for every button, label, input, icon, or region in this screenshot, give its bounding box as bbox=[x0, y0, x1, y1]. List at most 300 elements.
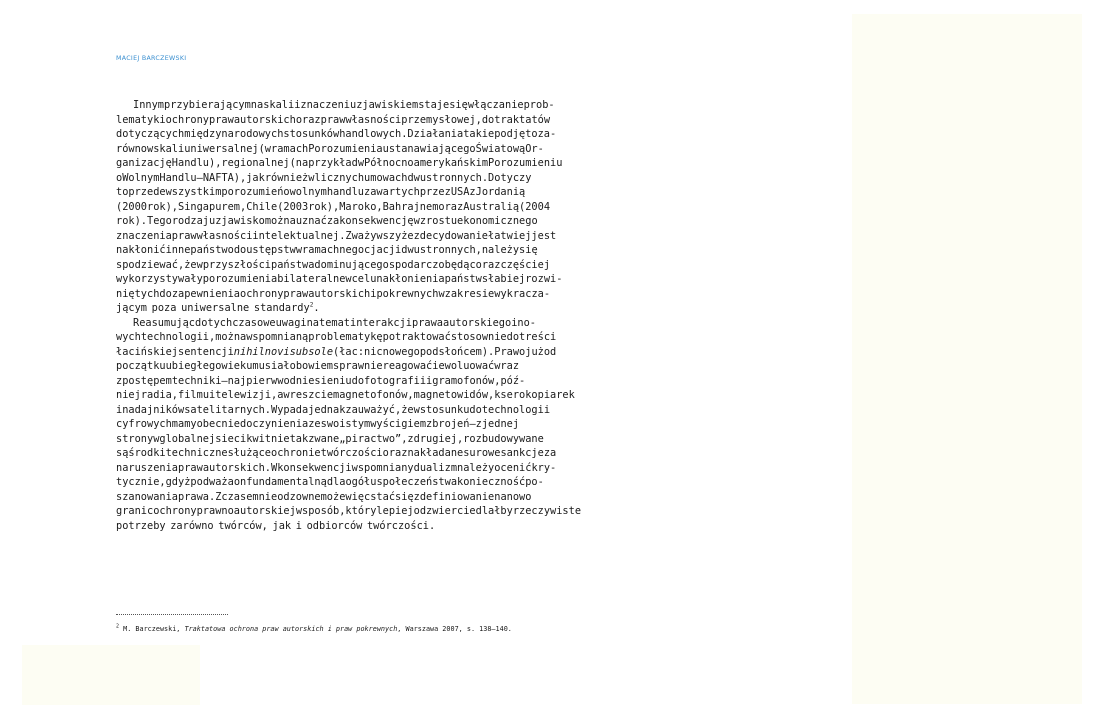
word: fotografii bbox=[364, 374, 427, 387]
word: on bbox=[233, 476, 247, 488]
word: znaczenia bbox=[116, 229, 172, 242]
word: czynienia bbox=[252, 418, 309, 430]
word: od bbox=[543, 345, 557, 358]
word: na bbox=[250, 99, 264, 111]
word: Or- bbox=[525, 142, 544, 155]
word: Innym bbox=[133, 99, 164, 111]
text-line bbox=[116, 446, 557, 461]
text-line bbox=[116, 258, 551, 273]
word: Maroko, bbox=[339, 200, 383, 213]
word: filmu bbox=[178, 389, 210, 401]
word: Tego bbox=[147, 215, 172, 227]
word: – bbox=[196, 171, 203, 184]
word: sposób, bbox=[302, 505, 346, 517]
word: dotyczących bbox=[116, 128, 185, 140]
text-line bbox=[116, 200, 551, 215]
word: łatwiej bbox=[488, 229, 532, 242]
word: zakresie bbox=[444, 287, 495, 300]
word: techniki bbox=[171, 374, 222, 387]
word: Handlu), bbox=[171, 157, 222, 169]
word: więc bbox=[345, 490, 371, 503]
word: z bbox=[469, 186, 476, 198]
word: międzynarodowych bbox=[184, 128, 284, 140]
word: kwitnie bbox=[246, 432, 290, 445]
word: jak bbox=[272, 519, 292, 532]
word: autorskich bbox=[308, 287, 371, 300]
word: temat bbox=[319, 316, 350, 329]
word: – bbox=[221, 374, 228, 387]
word: twórczości bbox=[320, 447, 383, 459]
word: póź- bbox=[500, 374, 526, 387]
word: interakcji bbox=[350, 316, 412, 329]
word: w bbox=[413, 403, 420, 416]
word: oraz bbox=[438, 200, 464, 213]
word: Jordanią bbox=[475, 186, 526, 198]
text-line bbox=[116, 345, 557, 360]
word: nieodzowne bbox=[258, 490, 321, 503]
word: staje bbox=[418, 99, 450, 111]
word: służące bbox=[227, 447, 272, 459]
word: wzrostu bbox=[413, 215, 458, 227]
word: ocenić bbox=[494, 461, 532, 474]
text-line bbox=[116, 388, 575, 403]
word: „piractwo”, bbox=[339, 432, 408, 445]
word: ochrony bbox=[240, 287, 284, 300]
word: (w bbox=[258, 142, 272, 155]
word: państwo bbox=[190, 244, 234, 256]
word: ramach bbox=[271, 142, 309, 155]
word: handlowych. bbox=[339, 128, 408, 140]
word: kserokopiarek bbox=[494, 389, 575, 401]
footnote-title: Traktatowa ochrona praw autorskich i praw pokrewnych bbox=[184, 625, 398, 633]
word: sprawnie bbox=[333, 360, 383, 372]
word: prawa. bbox=[178, 490, 216, 503]
word: magnetofonów, bbox=[333, 389, 414, 401]
word: za bbox=[543, 447, 557, 459]
word: że bbox=[184, 258, 197, 271]
word: zauważyć, bbox=[345, 403, 402, 416]
word: dwustronnych. bbox=[407, 171, 489, 184]
word: nowo bbox=[506, 490, 532, 503]
word: słabiej bbox=[481, 273, 526, 285]
word: w bbox=[196, 258, 203, 271]
word: dwustronnych, bbox=[401, 244, 482, 256]
word: przemysłowej, bbox=[401, 113, 482, 126]
word: równo bbox=[116, 142, 147, 155]
word: że bbox=[401, 403, 414, 416]
word: NAFTA), bbox=[202, 171, 247, 184]
word: technologii, bbox=[140, 331, 216, 343]
word: w bbox=[277, 374, 284, 387]
word: czasem bbox=[221, 490, 259, 503]
word: gdyż bbox=[165, 476, 191, 488]
word: autorskich bbox=[233, 113, 296, 126]
word: zapewnienia bbox=[171, 287, 241, 300]
facing-page-panel bbox=[852, 14, 1082, 704]
word: porozumień bbox=[221, 186, 284, 198]
word: jak bbox=[246, 171, 265, 184]
word: tycznie, bbox=[116, 476, 166, 488]
text-line bbox=[116, 272, 563, 287]
word: stosownie bbox=[450, 331, 507, 343]
word: wolnym bbox=[289, 186, 327, 198]
word: ramach bbox=[302, 244, 340, 256]
word: negocjacji bbox=[339, 244, 402, 256]
text-line bbox=[116, 374, 526, 389]
text-line bbox=[116, 156, 563, 171]
word: przez bbox=[419, 186, 451, 198]
word: i bbox=[209, 389, 216, 401]
word: poza bbox=[151, 302, 177, 314]
word: stać bbox=[370, 490, 396, 503]
word: po- bbox=[525, 476, 544, 488]
word: prawa bbox=[412, 316, 443, 329]
word: satelitarnych. bbox=[184, 403, 271, 416]
word: do bbox=[506, 331, 520, 343]
word: celu bbox=[351, 273, 377, 285]
word: coraz bbox=[469, 258, 501, 271]
word: Dotyczy bbox=[488, 171, 532, 184]
word: z bbox=[407, 432, 414, 445]
word: rodzaju bbox=[171, 215, 216, 227]
word: ustanawiającego bbox=[382, 142, 476, 155]
text-line bbox=[116, 316, 537, 331]
word: (na bbox=[289, 157, 309, 169]
word: porozumienia bbox=[202, 273, 278, 285]
text-line bbox=[116, 171, 532, 186]
word: Handlu bbox=[159, 171, 197, 184]
word: ze bbox=[308, 418, 321, 430]
word: jednak bbox=[308, 403, 346, 416]
word: prawnoautorskiej bbox=[196, 505, 296, 517]
word: no- bbox=[517, 316, 537, 329]
word: słońcem). bbox=[438, 345, 495, 358]
word: wspomnianą bbox=[246, 331, 309, 343]
word: potraktować bbox=[382, 331, 451, 343]
word: Bahrajnem bbox=[382, 200, 439, 213]
word: już bbox=[525, 345, 544, 358]
word: i bbox=[426, 374, 433, 387]
word: standardy$^2$. bbox=[253, 301, 320, 314]
word: Światową bbox=[475, 142, 526, 155]
word: dualizm bbox=[413, 461, 458, 474]
word: W bbox=[271, 461, 278, 474]
word: znaczeniu bbox=[300, 99, 357, 111]
word: (łac: bbox=[333, 345, 365, 358]
word: zawartych bbox=[364, 186, 420, 198]
text-line bbox=[116, 301, 475, 316]
word: sentencji bbox=[178, 345, 234, 358]
word: ewoluować bbox=[438, 360, 495, 372]
word: do bbox=[351, 374, 365, 387]
footnote-number: 2 bbox=[116, 623, 120, 630]
word: się bbox=[395, 490, 414, 503]
word: wszystkim bbox=[165, 186, 222, 198]
word: niej bbox=[116, 389, 141, 401]
text-line bbox=[116, 142, 544, 157]
word: wyścigiem bbox=[370, 418, 427, 430]
word: obecnie bbox=[196, 418, 241, 430]
text-line bbox=[116, 243, 538, 258]
word: telewizji, bbox=[215, 389, 278, 401]
word: wspomniany bbox=[351, 461, 414, 474]
word: najpierw bbox=[227, 374, 278, 387]
word: odbiorców bbox=[306, 519, 363, 532]
word: Zważywszy bbox=[345, 229, 402, 242]
word: magnetowidów, bbox=[413, 389, 495, 401]
word: należy bbox=[457, 461, 495, 474]
text-line bbox=[116, 519, 475, 534]
word: uwagi bbox=[275, 316, 307, 329]
word: oraz bbox=[295, 113, 321, 126]
word: mamy bbox=[171, 418, 197, 430]
word: sieci bbox=[215, 432, 247, 445]
word: praw bbox=[320, 113, 346, 126]
word: rok). bbox=[116, 215, 147, 227]
word: że bbox=[401, 229, 414, 242]
word: pod bbox=[419, 345, 439, 358]
word: wieku bbox=[221, 360, 253, 372]
word: są bbox=[116, 447, 129, 459]
footnote bbox=[116, 625, 512, 633]
word: za- bbox=[537, 128, 557, 140]
word: do bbox=[481, 113, 495, 126]
word: cyfrowych bbox=[116, 418, 172, 430]
word: i bbox=[432, 360, 439, 372]
page-corner-panel bbox=[22, 645, 200, 705]
word: zjawiskiem bbox=[356, 99, 419, 111]
word: wykracza- bbox=[494, 287, 551, 300]
text-line bbox=[116, 417, 520, 432]
word: pokrewnych bbox=[376, 287, 439, 300]
word: i bbox=[511, 316, 518, 329]
text-line bbox=[116, 504, 582, 519]
word: o bbox=[116, 171, 123, 184]
word: kry- bbox=[531, 461, 557, 474]
footnote-rest: , Warszawa 2007, s. 138–140. bbox=[397, 625, 512, 633]
word: rok), bbox=[308, 200, 340, 213]
word: podjęto bbox=[494, 128, 538, 140]
word: naruszenia bbox=[116, 461, 178, 474]
running-head: MACIEJ BARCZEWSKI bbox=[116, 55, 187, 62]
word: nakłonienia bbox=[376, 273, 445, 285]
word: problematykę bbox=[308, 331, 383, 343]
text-line bbox=[116, 98, 555, 113]
word: będą bbox=[444, 258, 470, 271]
word: skali bbox=[263, 99, 295, 111]
word: nakładane bbox=[407, 447, 464, 459]
word: odniesieniu bbox=[283, 374, 352, 387]
word: ochrony bbox=[165, 113, 210, 126]
word: który bbox=[345, 505, 377, 517]
word: granic bbox=[116, 505, 154, 517]
text-line bbox=[116, 113, 551, 128]
word: również bbox=[264, 171, 309, 184]
word: w bbox=[295, 505, 303, 517]
word: nowego bbox=[382, 345, 420, 358]
word: na bbox=[306, 316, 319, 329]
word: należy bbox=[481, 244, 520, 256]
word: Północnoamerykańskim bbox=[364, 157, 489, 169]
word: państwa bbox=[271, 258, 315, 271]
word: drugiej, bbox=[413, 432, 464, 445]
word: do bbox=[159, 287, 172, 300]
word: może bbox=[320, 490, 346, 503]
word: się bbox=[519, 244, 538, 256]
word: nic bbox=[364, 345, 383, 358]
word: zbrojeń bbox=[426, 418, 470, 430]
word: prob- bbox=[523, 99, 555, 111]
body-text bbox=[116, 98, 582, 533]
word: ochrony bbox=[153, 505, 197, 517]
word: ochronie bbox=[271, 447, 321, 459]
word: za bbox=[326, 215, 340, 227]
word: strony bbox=[116, 432, 154, 445]
word: w bbox=[357, 157, 365, 169]
word: ubiegłego bbox=[165, 360, 222, 372]
word: takie bbox=[463, 128, 495, 140]
word: niętych bbox=[116, 287, 160, 300]
word: państw bbox=[444, 273, 482, 285]
word: Działania bbox=[407, 128, 464, 140]
word: Wypada bbox=[271, 403, 309, 416]
word: nadajników bbox=[122, 403, 185, 416]
word: wych bbox=[116, 331, 141, 343]
word: na bbox=[494, 490, 507, 503]
word: twórców, bbox=[218, 519, 268, 532]
word: sole bbox=[308, 345, 334, 358]
text-line bbox=[116, 403, 551, 418]
word: podważa bbox=[190, 476, 234, 488]
word: własności bbox=[345, 113, 402, 126]
word: bowiem bbox=[295, 360, 334, 372]
word: Prawo bbox=[494, 345, 526, 358]
word: uniwersalne bbox=[181, 302, 250, 314]
word: ekonomicznego bbox=[457, 215, 538, 227]
word: USA bbox=[450, 186, 470, 198]
word: to bbox=[116, 186, 129, 198]
word: włączanie bbox=[467, 99, 524, 111]
word: gospodarczo bbox=[376, 258, 445, 271]
word: stosunku bbox=[419, 403, 470, 416]
word: (2004 bbox=[519, 200, 551, 213]
word: konsekwencji bbox=[277, 461, 352, 474]
word: regionalnej bbox=[221, 157, 290, 169]
word: rzeczywiste bbox=[512, 505, 582, 517]
word: ganizację bbox=[116, 157, 172, 169]
word: konsekwencję bbox=[339, 215, 414, 227]
word: uznać bbox=[295, 215, 327, 227]
word: dla bbox=[326, 476, 346, 488]
word: (2003 bbox=[277, 200, 309, 213]
word: wraz bbox=[494, 360, 520, 372]
word: bilateralne bbox=[277, 273, 346, 285]
text-line bbox=[116, 287, 551, 302]
word: odzwierciedlałby bbox=[413, 505, 513, 517]
word: spodziewać, bbox=[116, 258, 185, 271]
word: technologii bbox=[481, 403, 551, 416]
word: z bbox=[475, 418, 482, 430]
word: przyszłości bbox=[202, 258, 272, 271]
word: początku bbox=[116, 360, 166, 372]
word: reagować bbox=[382, 360, 433, 372]
text-line bbox=[116, 432, 544, 447]
word: zdefiniowanie bbox=[413, 490, 495, 503]
word: swoistym bbox=[320, 418, 371, 430]
word: rozbudowywane bbox=[463, 432, 544, 445]
word: ogółu bbox=[345, 476, 377, 488]
word: jednej bbox=[481, 418, 520, 430]
word: traktatów bbox=[494, 113, 551, 126]
word: radia, bbox=[140, 389, 179, 401]
footnote-separator bbox=[116, 614, 228, 615]
word: społeczeństwa bbox=[376, 476, 458, 488]
word: novi bbox=[264, 345, 290, 358]
word: dotychczasowe bbox=[195, 316, 276, 329]
word: oraz bbox=[382, 447, 408, 459]
word: Chile bbox=[246, 200, 278, 213]
word: potrzeby bbox=[116, 519, 166, 532]
word: w bbox=[147, 142, 154, 155]
word: lepiej bbox=[376, 505, 414, 517]
word: w bbox=[308, 171, 315, 184]
word: techniczne bbox=[165, 447, 228, 459]
word: licznych bbox=[314, 171, 365, 184]
word: (2000 bbox=[116, 200, 147, 213]
word: się bbox=[449, 99, 468, 111]
word: Wolnym bbox=[122, 171, 160, 184]
word: środki bbox=[128, 447, 166, 459]
text-line bbox=[116, 229, 557, 244]
word: nakłonić bbox=[116, 244, 166, 256]
word: globalnej bbox=[159, 432, 216, 445]
text-line bbox=[116, 127, 557, 142]
word: intelektualnej. bbox=[252, 229, 346, 242]
word: inne bbox=[165, 244, 191, 256]
word: wykorzystywały bbox=[116, 273, 203, 285]
word: do bbox=[469, 403, 482, 416]
word: skali bbox=[153, 142, 185, 155]
word: ustępstw bbox=[246, 244, 296, 256]
word: rozwi- bbox=[525, 273, 563, 285]
text-line bbox=[116, 214, 538, 229]
word: konieczność bbox=[457, 476, 526, 488]
word: a bbox=[277, 389, 284, 401]
word: rok), bbox=[147, 200, 178, 213]
word: jącym bbox=[116, 302, 147, 314]
word: w bbox=[438, 287, 445, 300]
word: wreszcie bbox=[283, 389, 334, 401]
text-line bbox=[116, 185, 526, 200]
word: stosunków bbox=[283, 128, 340, 140]
word: sub bbox=[289, 345, 309, 358]
word: treści bbox=[519, 331, 557, 343]
word: handlu bbox=[326, 186, 365, 198]
word: w bbox=[153, 432, 160, 445]
word: umowach bbox=[364, 171, 408, 184]
word: łacińskiej bbox=[116, 345, 178, 358]
word: w bbox=[295, 244, 303, 256]
word: i bbox=[116, 403, 123, 416]
text-line bbox=[116, 461, 557, 476]
word: Porozumienia bbox=[308, 142, 383, 155]
word: do bbox=[233, 244, 247, 256]
word: twórczości. bbox=[366, 519, 436, 532]
word: przykład bbox=[308, 157, 358, 169]
text-line bbox=[116, 490, 532, 505]
word: Porozumieniu bbox=[488, 157, 563, 169]
word: można bbox=[215, 331, 247, 343]
